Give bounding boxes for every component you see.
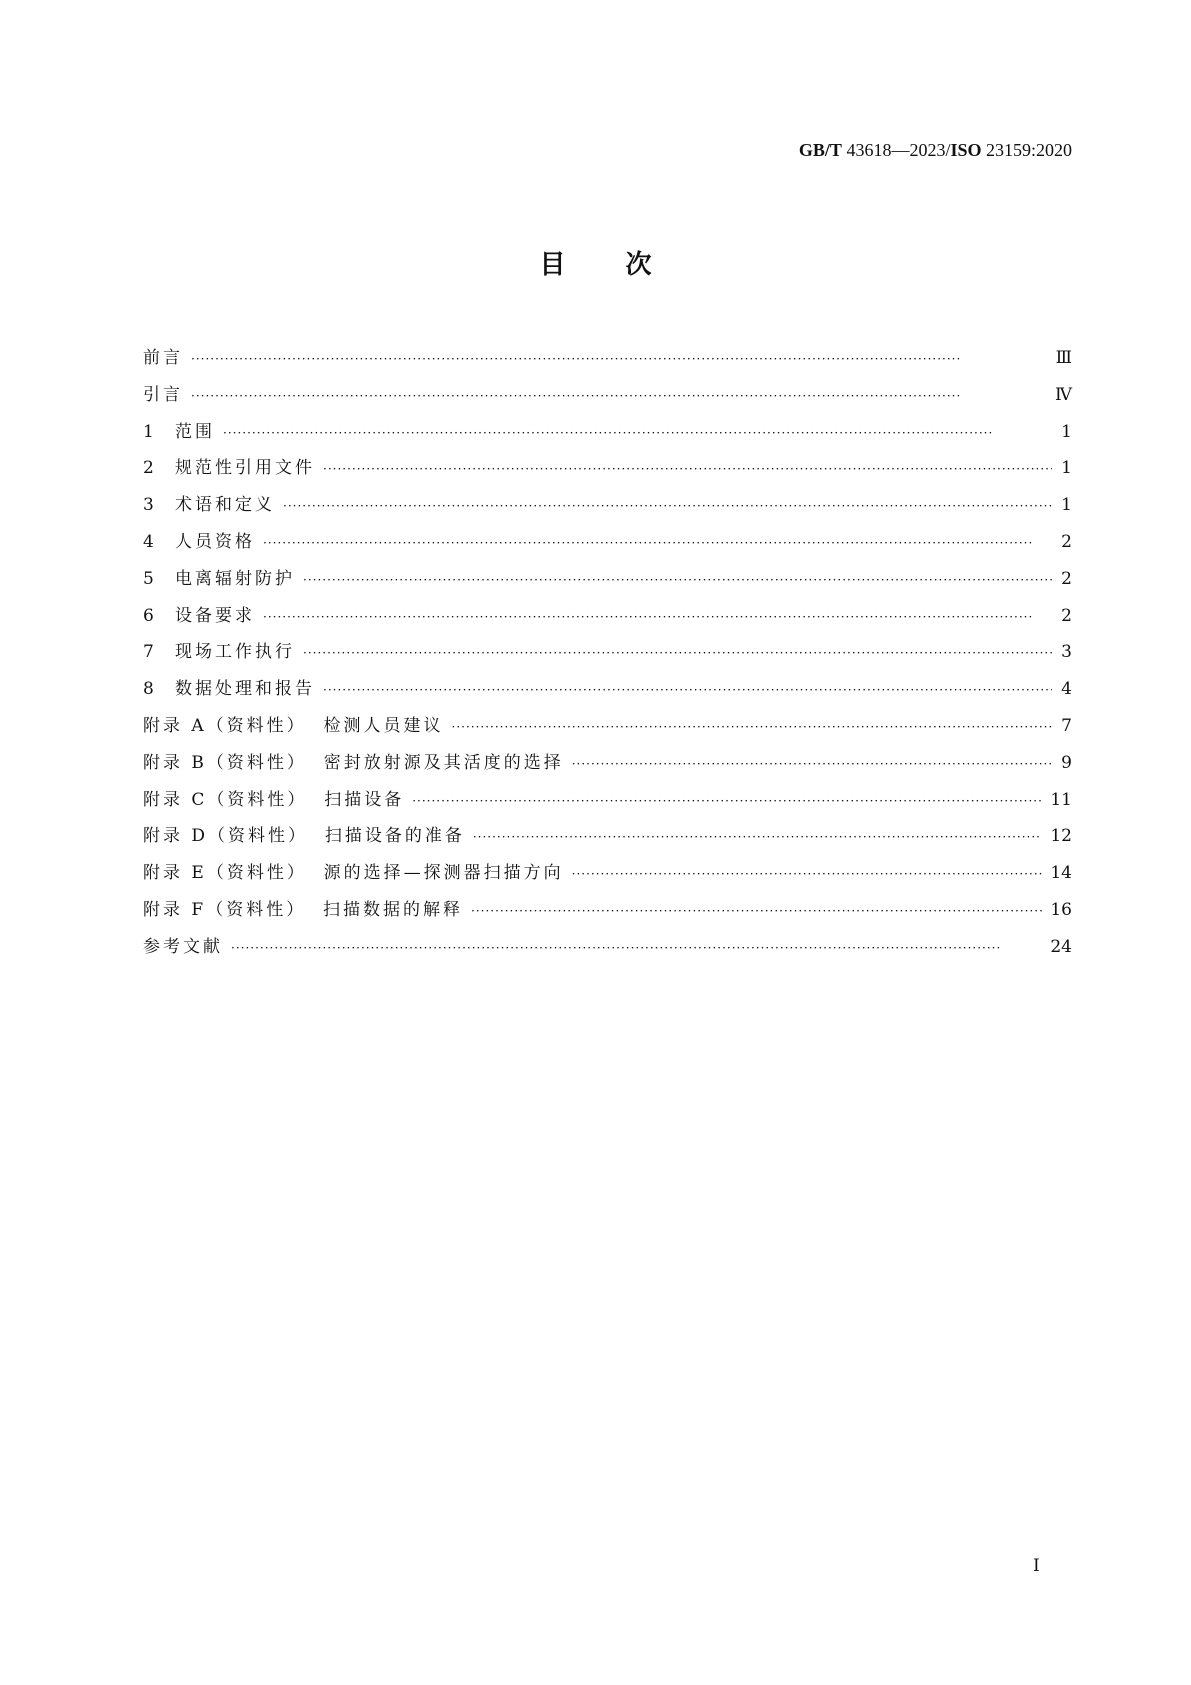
toc-entry-label: 现场工作执行 [175, 642, 295, 663]
title-char: 目 [539, 250, 566, 280]
toc-entry-label: 范围 [175, 421, 215, 442]
toc-entry-page: 7 [1061, 715, 1072, 736]
toc-entry[interactable] [143, 745, 1072, 782]
toc-entry-label: 引言 [143, 384, 183, 405]
toc-entry[interactable] [143, 818, 1072, 855]
toc-entry[interactable] [143, 377, 1072, 414]
toc-entry-label: 设备要求 [175, 605, 255, 626]
toc-entry-number: 2 [143, 458, 154, 479]
toc-entry[interactable] [143, 340, 1072, 377]
toc-entry[interactable] [143, 929, 1072, 966]
toc-entry-number: 3 [143, 495, 154, 516]
dot-leader [263, 525, 1052, 562]
toc-entry-number: 5 [143, 568, 154, 589]
toc-entry-page: 3 [1061, 642, 1072, 663]
dot-leader [191, 378, 1047, 415]
toc-entry[interactable] [143, 634, 1072, 671]
toc-entry-label: 人员资格 [175, 531, 255, 552]
dot-leader [412, 783, 1042, 820]
dot-leader [303, 562, 1052, 599]
iso-number: 23159:2020 [985, 140, 1072, 160]
toc-entry-number: 4 [143, 531, 154, 552]
toc-entry[interactable] [143, 487, 1072, 524]
standard-code: GB/T [798, 140, 842, 160]
toc-entry-label: 参考文献 [143, 936, 223, 957]
dot-leader [323, 672, 1052, 709]
toc-entry-page: 14 [1050, 863, 1072, 884]
toc-entry-label: 附录 C（资料性） 扫描设备 [143, 789, 405, 810]
toc-entry-label: 前言 [143, 348, 183, 368]
toc-entry[interactable] [143, 561, 1072, 598]
toc-entry-label: 术语和定义 [175, 495, 275, 516]
toc-entry[interactable] [143, 414, 1072, 451]
dot-leader [323, 451, 1052, 488]
title-char: 次 [625, 250, 652, 280]
toc-entry-page: 2 [1061, 531, 1072, 552]
dot-leader [572, 856, 1043, 893]
toc-entry-label: 附录 E（资料性） 源的选择—探测器扫描方向 [143, 863, 564, 884]
dot-leader [572, 746, 1052, 783]
dot-leader [303, 635, 1052, 672]
toc-entry-number: 1 [143, 421, 154, 442]
toc-entry-page: 12 [1050, 826, 1072, 847]
table-of-contents [143, 340, 1072, 966]
page-title [0, 244, 1191, 281]
toc-entry-page: Ⅲ [1055, 348, 1072, 368]
page-number: I [1033, 1556, 1040, 1576]
toc-entry[interactable] [143, 708, 1072, 745]
toc-entry-label: 附录 D（资料性） 扫描设备的准备 [143, 826, 465, 847]
toc-entry-page: 11 [1050, 789, 1072, 810]
toc-entry-label: 电离辐射防护 [175, 568, 295, 589]
toc-entry-page: 24 [1050, 936, 1072, 957]
toc-entry-page: 1 [1061, 458, 1072, 479]
toc-entry[interactable] [143, 524, 1072, 561]
toc-entry-label: 数据处理和报告 [175, 679, 315, 700]
toc-entry-page: 9 [1061, 752, 1072, 773]
toc-entry[interactable] [143, 671, 1072, 708]
toc-entry[interactable] [143, 855, 1072, 892]
toc-entry-page: Ⅳ [1055, 384, 1072, 405]
iso-code: ISO [950, 140, 982, 160]
toc-entry-page: 2 [1061, 568, 1072, 589]
toc-entry-label: 附录 F（资料性） 扫描数据的解释 [143, 899, 464, 920]
dot-leader [231, 930, 1042, 967]
toc-entry-page: 1 [1061, 421, 1072, 442]
standard-number-header [799, 140, 1072, 161]
dot-leader [283, 488, 1052, 525]
toc-entry-page: 16 [1050, 899, 1072, 920]
dot-leader [452, 709, 1053, 746]
toc-entry-label: 附录 A（资料性） 检测人员建议 [143, 715, 444, 736]
toc-entry-number: 7 [143, 642, 154, 663]
standard-number: 43618—2023/ [846, 140, 951, 160]
dot-leader [223, 415, 1052, 452]
toc-entry-page: 4 [1061, 679, 1072, 700]
toc-entry[interactable] [143, 598, 1072, 635]
toc-entry-page: 1 [1061, 495, 1072, 516]
dot-leader [191, 341, 1048, 378]
toc-entry[interactable] [143, 450, 1072, 487]
dot-leader [471, 893, 1042, 930]
toc-entry[interactable] [143, 892, 1072, 929]
dot-leader [473, 819, 1043, 856]
dot-leader [263, 599, 1052, 636]
toc-entry[interactable] [143, 782, 1072, 819]
toc-entry-number: 6 [143, 605, 154, 626]
toc-entry-number: 8 [143, 679, 154, 700]
toc-entry-label: 规范性引用文件 [175, 458, 315, 479]
toc-entry-label: 附录 B（资料性） 密封放射源及其活度的选择 [143, 752, 564, 773]
toc-entry-page: 2 [1061, 605, 1072, 626]
